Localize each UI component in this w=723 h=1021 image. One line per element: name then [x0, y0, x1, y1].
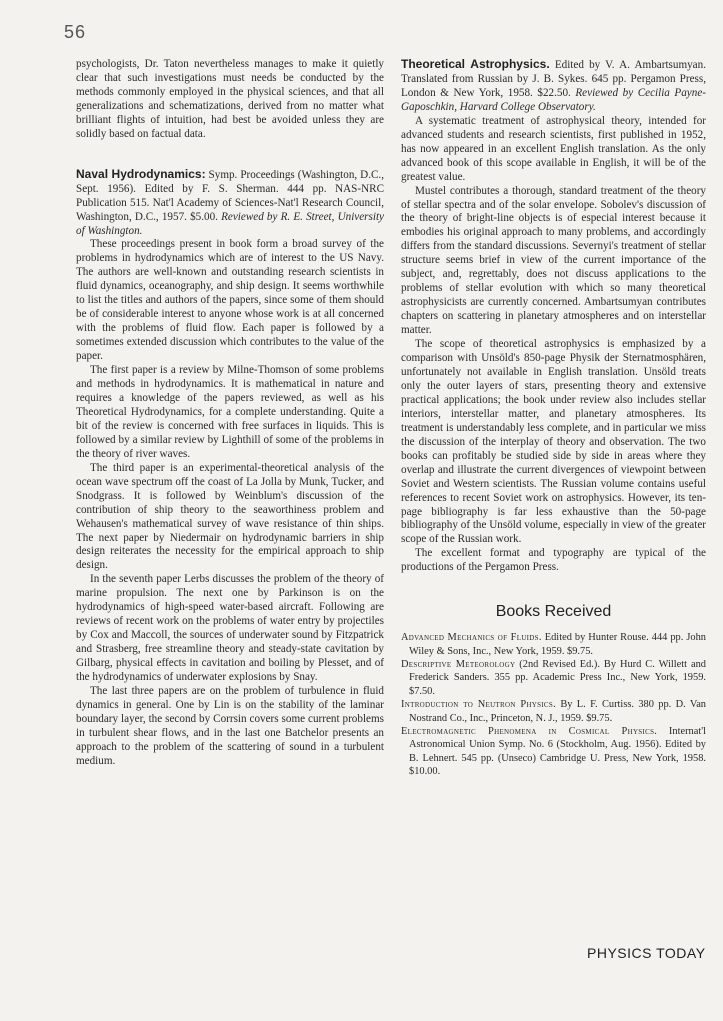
review-title: Naval Hydrodynamics: [76, 166, 206, 181]
reviewer: Reviewed by R. E. Street, University of Washington. [76, 210, 384, 237]
book-details: Edited by Hunter Rouse. 444 pp. John Wiley & Sons, Inc., New York, 1959. $9.75. [409, 632, 706, 657]
book-entry [401, 631, 706, 658]
review-paragraph: The scope of theoretical astrophysics is emphasized by a comparison with Unsöld's 850-page Physik der Sternatmosphären, unfortunately not available in English translation. Unsöld treats only the outer layers of stars, presenting theory and extensive practical applications; the book under review also includes stellar interiors, interstellar matter, and planetary atmospheres. Its treatment is understandably less complete, and in particular we miss the discussion of the interplay of theory and observation. The two books can profitably be studied side by side in areas where they overlap and illustrate the current divergences of viewpoint between Soviet and Western scientists. The Russian volume contains useful references to recent Soviet work on astrophysics. However, its ten-page bibliography is far less exhaustive than the 50-page bibliography of the Unsöld volume, especially in view of the greater scope of the Russian work. [401, 338, 706, 546]
journal-footer: PHYSICS TODAY [587, 945, 706, 961]
book-details: Internat'l Astronomical Union Symp. No. 6 (Stockholm, Aug. 1956). Edited by B. Lehnert. 545 pp. (Unseco) Cambridge U. Press, New York, 1958. $10.00. [409, 726, 706, 778]
review-header-naval [76, 168, 384, 239]
reviewer: Reviewed by Cecilia Payne-Gaposchkin, Harvard College Observatory. [401, 86, 706, 113]
right-column [401, 58, 706, 779]
book-details: By L. F. Curtiss. 380 pp. D. Van Nostrand Co., Inc., Princeton, N. J., 1959. $9.75. [409, 699, 706, 724]
review-paragraph: The third paper is an experimental-theoretical analysis of the ocean wave spectrum off the coast of La Jolla by Munk, Tucker, and Snodgrass. It is followed by Weinblum's discussion of the contribution of ship theory to the seaworthiness problem and Wehausen's mathematical survey of wave resistance of thin ships. The next paper by Niedermair on hydrodynamic barriers in ship design reiterates the necessity for the empirical approach to ship design. [76, 461, 384, 572]
book-entry [401, 658, 706, 698]
intro-paragraph: psychologists, Dr. Taton nevertheless manages to make it quietly clear that such investigations must needs be conducted by the methods commonly employed in the physical sciences, and that all generalizations and schematizations, derived from no matter what brilliant flights of intuition, had best be avoided unless they are solidly based on factual data. [76, 58, 384, 140]
book-entry [401, 725, 706, 779]
review-header-astrophysics [401, 58, 706, 115]
book-entry [401, 698, 706, 725]
book-title: Introduction to Neutron Physics. [401, 699, 556, 711]
review-title: Theoretical Astrophysics. [401, 57, 550, 71]
book-details: (2nd Revised Ed.). By Hurd C. Willett and Frederick Sanders. 355 pp. Academic Press Inc., New York, 1959. $7.50. [409, 659, 706, 697]
books-received-heading: Books Received [495, 603, 612, 621]
review-paragraph: Mustel contributes a thorough, standard treatment of the theory of stellar spectra and of the solar envelope. Sobolev's discussion of the theory of bright-line objects is of especial interest because it embodies his original approach to many problems, and accordingly differs from the standard discussions. Severnyi's treatment of stellar structure seems brief in view of the current importance of the subject, and, regrettably, does not discuss applications to the problems of stellar evolution with which so many theoretical astrophysicists are currently concerned. Ambartsumyan contributes chapters on scattering in planetary atmospheres and on interstellar matter. [401, 184, 706, 337]
review-bibliography: Symp. Proceedings (Washington, D.C., Sept. 1956). Edited by F. S. Sherman. 444 pp. NAS-NRC Publication 515. Nat'l Academy of Sciences-Nat'l Research Council, Washington, D.C., 1957. $5.00. [76, 168, 384, 223]
review-bibliography: Edited by V. A. Ambartsumyan. Translated from Russian by J. B. Sykes. 645 pp. Pergamon Press, London & New York, 1958. $22.50. [401, 59, 706, 99]
review-paragraph: In the seventh paper Lerbs discusses the problem of the theory of marine propulsion. The next one by Parkinson is on the hydrodynamics of high-speed water-based aircraft. Following are reviews of recent work on the problems of water entry by projectiles by Cox and Maccoll, the sources of underwater sound by Fitzpatrick and Strasberg, free streamline theory and steady-state cavitation by Gilbarg, physical effects in cavitation and boiling by Plesset, and of the hydrodynamics of underwater explosions by Snay. [76, 573, 384, 684]
book-title: Advanced Mechanics of Fluids. [401, 632, 542, 644]
review-paragraph: The excellent format and typography are typical of the productions of the Pergamon Press. [401, 547, 706, 574]
review-paragraph: The first paper is a review by Milne-Thomson of some problems and methods in hydrodynamics. It is mathematical in nature and requires a knowledge of the papers reviewed, as well as his Theoretical Hydrodynamics, for a complete understanding. Quite a bit of the review is concerned with free surfaces in liquids. This is followed by a similar review by Lighthill of some of the problems in the theory of river waves. [76, 364, 384, 460]
book-title: Electromagnetic Phenomena in Cosmical Physics. [401, 726, 658, 738]
review-paragraph: A systematic treatment of astrophysical theory, intended for advanced students and research scientists, first published in 1952, has now appeared in an excellent English translation. As the only advanced book of this scope available in English, it will be of the greatest value. [401, 114, 706, 183]
book-title: Descriptive Meteorology [401, 659, 516, 671]
page-number: 56 [64, 22, 87, 42]
review-paragraph: The last three papers are on the problem of turbulence in fluid dynamics in general. One by Lin is on the stability of the laminar boundary layer, the second by Corrsin covers some current problems in turbulent shear flows, and in the last one Batchelor presents an approach to the problem of the scattering of sound in a turbulent medium. [76, 684, 384, 767]
left-column [76, 58, 384, 769]
review-paragraph: These proceedings present in book form a broad survey of the problems in hydrodynamics which are of interest to the US Navy. The authors are well-known and outstanding research scientists in fluid dynamics, oceanography, and ship design. It seems worthwhile to list the titles and authors of the papers, since some of them should be of considerable interest to anyone whose work is at all concerned with the problems of fluid flow. Each paper is followed by a sometimes extended discussion which contributes to the value of the paper. [76, 238, 384, 363]
